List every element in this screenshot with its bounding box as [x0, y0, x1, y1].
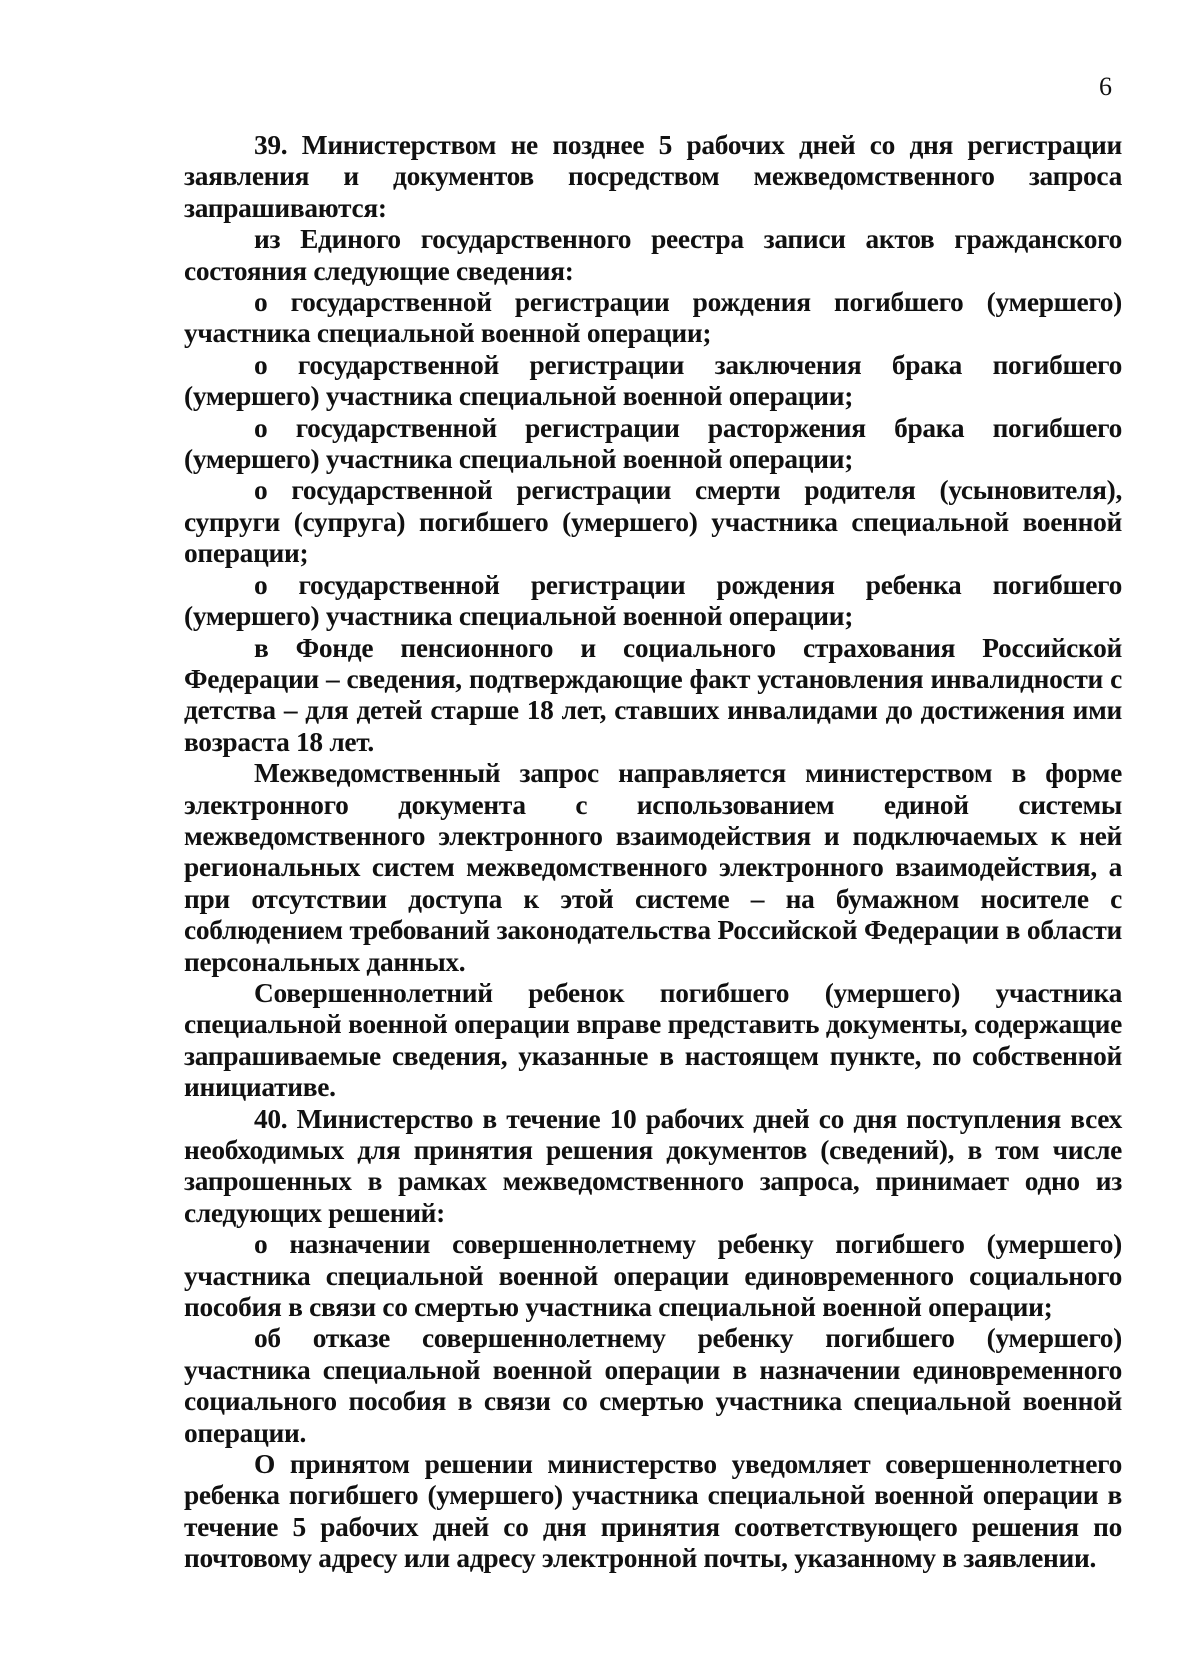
paragraph-civil-registry: из Единого государственного реестра записи актов гражданского состояния следующие сведения:: [184, 224, 1122, 286]
list-item-marriage-registration: о государственной регистрации заключения брака погибшего (умершего) участника специальной военной операции;: [184, 349, 1122, 412]
paragraph-39-intro: 39. Министерством не позднее 5 рабочих дней со дня регистрации заявления и документов посредством межведомственного запроса запрашиваются:: [184, 130, 1122, 223]
paragraph-pension-fund: в Фонде пенсионного и социального страхования Российской Федерации – сведения, подтверждающие факт установления инвалидности с детства – для детей старше 18 лет, ставших инвалидами до достижения ими возраста 18 лет.: [184, 632, 1122, 757]
paragraph-notification: О принятом решении министерство уведомляет совершеннолетнего ребенка погибшего (умершего) участника специальной военной операции в течение 5 рабочих дней со дня принятия соответствующего решения по почтовому адресу или адресу электронной почты, указанному в заявлении.: [184, 1449, 1122, 1574]
list-item-divorce-registration: о государственной регистрации расторжения брака погибшего (умершего) участника специальной военной операции;: [184, 412, 1122, 475]
list-item-death-registration: о государственной регистрации смерти родителя (усыновителя), супруги (супруга) погибшего (умершего) участника специальной военной операции;: [184, 475, 1122, 569]
list-item-birth-registration: о государственной регистрации рождения погибшего (умершего) участника специальной военной операции;: [184, 287, 1122, 349]
document-body: [184, 130, 1122, 1575]
list-item-grant-decision: о назначении совершеннолетнему ребенку погибшего (умершего) участника специальной военной операции единовременного социального пособия в связи со смертью участника специальной военной операции;: [184, 1229, 1122, 1323]
page-number: 6: [1099, 72, 1112, 101]
paragraph-own-initiative: Совершеннолетний ребенок погибшего (умершего) участника специальной военной операции вправе представить документы, содержащие запрашиваемые сведения, указанные в настоящем пункте, по собственной инициативе.: [184, 977, 1122, 1103]
list-item-refusal-decision: об отказе совершеннолетнему ребенку погибшего (умершего) участника специальной военной операции в назначении единовременного социального пособия в связи со смертью участника специальной военной операции.: [184, 1323, 1122, 1448]
list-item-child-birth-registration: о государственной регистрации рождения ребенка погибшего (умершего) участника специальной военной операции;: [184, 569, 1122, 632]
paragraph-40-decision: 40. Министерство в течение 10 рабочих дней со дня поступления всех необходимых для принятия решения документов (сведений), в том числе запрошенных в рамках межведомственного запроса, принимает одно из следующих решений:: [184, 1103, 1122, 1228]
paragraph-interagency-request: Межведомственный запрос направляется министерством в форме электронного документа с использованием единой системы межведомственного электронного взаимодействия и подключаемых к ней региональных систем межведомственного электронного взаимодействия, а при отсутствии доступа к этой системе – на бумажном носителе с соблюдением требований законодательства Российской Федерации в области персональных данных.: [184, 758, 1122, 977]
